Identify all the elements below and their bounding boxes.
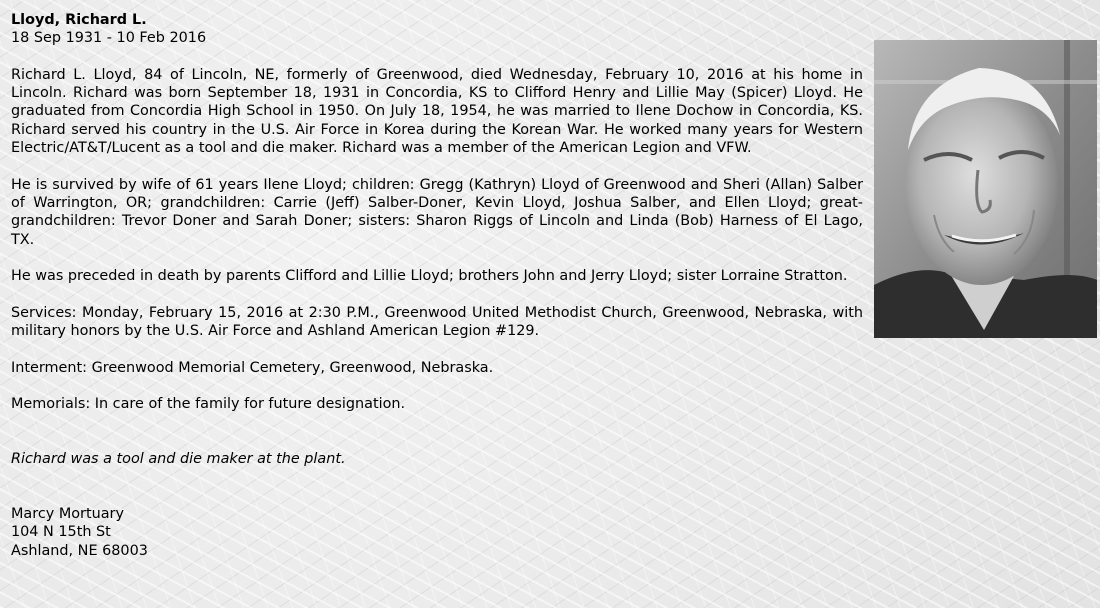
obituary-paragraph: Memorials: In care of the family for future designation.	[11, 396, 406, 413]
obituary-paragraph: He was preceded in death by parents Clifford and Lillie Lloyd; brothers John and Jerry Lloyd; sister Lorraine Stratton.	[11, 268, 848, 285]
portrait-image	[874, 40, 1097, 338]
obituary-paragraph: Services: Monday, February 15, 2016 at 2:30 P.M., Greenwood United Methodist Church, Greenwood, Nebraska, with military honors by the U.S. Air Force and Ashland American Legion #129.	[11, 304, 863, 340]
mortuary-address	[11, 505, 863, 560]
obituary-paragraph: Interment: Greenwood Memorial Cemetery, Greenwood, Nebraska.	[11, 359, 494, 376]
obituary-content	[11, 11, 863, 560]
obituary-note: Richard was a tool and die maker at the plant.	[11, 451, 346, 468]
obituary-dates: 18 Sep 1931 - 10 Feb 2016	[11, 30, 207, 47]
obituary-paragraph: He is survived by wife of 61 years Ilene Lloyd; children: Gregg (Kathryn) Lloyd of Greenwood and Sheri (Allan) Salber of Warrington, OR; grandchildren: Carrie (Jeff) Salber-Doner, Kevin Lloyd, Joshua Salber, and Ellen Lloyd; great-grandchildren: Trevor Doner and Sarah Doner; sisters: Sharon Riggs of Lincoln and Linda (Bob) Harness of El Lago, TX.	[11, 176, 863, 248]
mortuary-name: Marcy Mortuary	[11, 506, 124, 523]
obituary-paragraph: Richard L. Lloyd, 84 of Lincoln, NE, formerly of Greenwood, died Wednesday, February 10, 2016 at his home in Lincoln. Richard was born September 18, 1931 in Concordia, KS to Clifford Henry and Lillie May (Spicer) Lloyd. He graduated from Concordia High School in 1950. On July 18, 1954, he was married to Ilene Dochow in Concordia, KS. Richard served his country in the U.S. Air Force in Korea during the Korean War. He worked many years for Western Electric/AT&T/Lucent as a tool and die maker. Richard was a member of the American Legion and VFW.	[11, 66, 863, 157]
mortuary-street: 104 N 15th St	[11, 524, 111, 541]
portrait-photo	[874, 40, 1097, 338]
mortuary-city: Ashland, NE 68003	[11, 542, 148, 559]
obituary-name: Lloyd, Richard L.	[11, 12, 147, 28]
